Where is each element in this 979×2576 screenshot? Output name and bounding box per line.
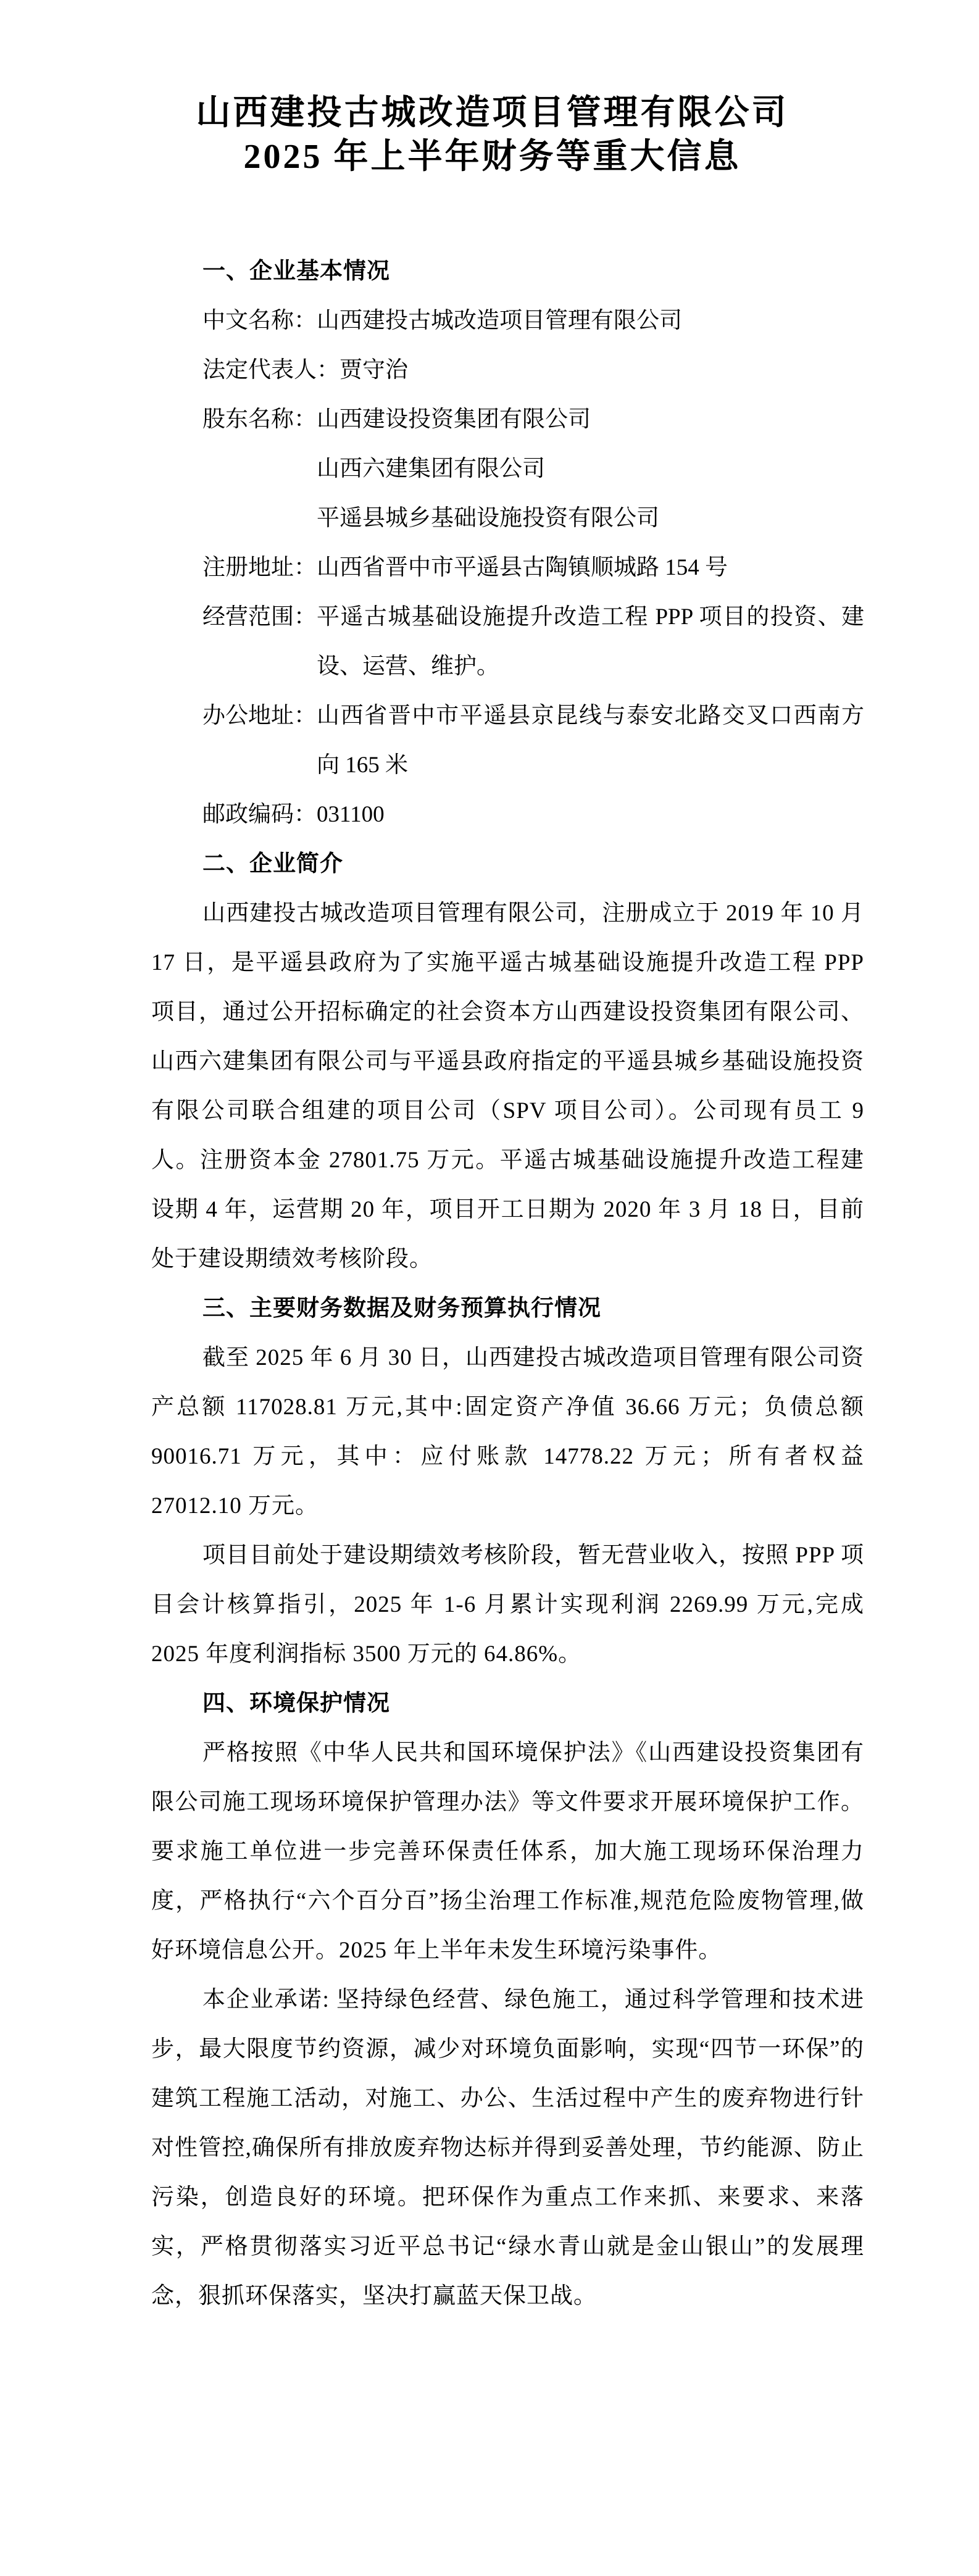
info-row-postal-code (151, 790, 864, 840)
info-row-registered-address (151, 543, 864, 593)
info-row-office-address (151, 691, 864, 790)
info-label: 法定代表人： (202, 357, 340, 383)
info-label: 注册地址： (202, 555, 317, 580)
shareholder-name: 山西建设投资集团有限公司 (317, 407, 591, 432)
shareholder-name: 平遥县城乡基础设施投资有限公司 (317, 506, 659, 531)
section-heading: 三、主要财务数据及财务预算执行情况 (202, 1296, 601, 1321)
document-title-line-1: 山西建投古城改造项目管理有限公司 (196, 94, 789, 132)
info-value (317, 395, 864, 543)
section-basic-info (151, 247, 864, 840)
info-value: 贾守治 (340, 357, 408, 383)
section-environmental-protection (151, 1679, 864, 2321)
paragraph: 严格按照《中华人民共和国环境保护法》《山西建设投资集团有限公司施工现场环境保护管理办法》等文件要求开展环境保护工作。要求施工单位进一步完善环保责任体系，加大施工现场环保治理力度，严格执行“六个百分百”扬尘治理工作标准,规范危险废物管理,做好环境信息公开。2025 年上半年未发生环境污染事件。 (151, 1740, 864, 1963)
info-label: 经营范围： (202, 604, 317, 630)
section-heading: 一、企业基本情况 (202, 259, 390, 284)
paragraph: 山西建投古城改造项目管理有限公司，注册成立于 2019 年 10 月 17 日，是平遥县政府为了实施平遥古城基础设施提升改造工程 PPP 项目，通过公开招标确定的社会资本方山西建设投资集团有限公司、山西六建集团有限公司与平遥县政府指定的平遥县城乡基础设施投资有限公司联合组建的项目公司（SPV 项目公司）。公司现有员工 9 人。注册资本金 27801.75 万元。平遥古城基础设施提升改造工程建设期 4 年，运营期 20 年，项目开工日期为 2020 年 3 月 18 日，目前处于建设期绩效考核阶段。 (151, 901, 864, 1272)
section-financial-data (151, 1284, 864, 1679)
shareholder-name: 山西六建集团有限公司 (317, 456, 545, 481)
section-heading: 二、企业简介 (202, 851, 343, 877)
info-value: 山西省晋中市平遥县京昆线与泰安北路交叉口西南方向 165 米 (317, 703, 864, 778)
section-heading: 四、环境保护情况 (202, 1691, 390, 1716)
document-title (120, 91, 864, 179)
info-value: 山西省晋中市平遥县古陶镇顺城路 154 号 (317, 555, 728, 580)
paragraph: 本企业承诺: 坚持绿色经营、绿色施工，通过科学管理和技术进步，最大限度节约资源，减少对环境负面影响，实现“四节一环保”的建筑工程施工活动，对施工、办公、生活过程中产生的废弃物进行针对性管控,确保所有排放废弃物达标并得到妥善处理，节约能源、防止污染，创造良好的环境。把环保作为重点工作来抓、来要求、来落实，严格贯彻落实习近平总书记“绿水青山就是金山银山”的发展理念，狠抓环保落实，坚决打赢蓝天保卫战。 (151, 1987, 864, 2309)
section-company-profile (151, 840, 864, 1284)
paragraph: 项目目前处于建设期绩效考核阶段，暂无营业收入，按照 PPP 项目会计核算指引，2025 年 1-6 月累计实现利润 2269.99 万元,完成 2025 年度利润指标 3500 万元的 64.86%。 (151, 1543, 864, 1667)
info-row-legal-representative (151, 346, 864, 395)
info-row-chinese-name (151, 296, 864, 346)
info-value: 山西建投古城改造项目管理有限公司 (317, 308, 682, 333)
info-row-business-scope (151, 593, 864, 691)
info-label: 邮政编码： (202, 802, 317, 827)
paragraph: 截至 2025 年 6 月 30 日，山西建投古城改造项目管理有限公司资产总额 117028.81 万元,其中:固定资产净值 36.66 万元；负债总额 90016.71 万元，其中：应付账款 14778.22 万元；所有者权益 27012.10 万元。 (151, 1345, 864, 1519)
info-label: 办公地址： (202, 703, 317, 728)
info-value: 平遥古城基础设施提升改造工程 PPP 项目的投资、建设、运营、维护。 (317, 604, 864, 679)
info-value: 031100 (317, 802, 385, 827)
info-row-shareholders (151, 395, 864, 543)
info-label: 中文名称： (202, 308, 317, 333)
document-title-line-2: 2025 年上半年财务等重大信息 (243, 138, 741, 176)
info-label: 股东名称： (202, 407, 317, 432)
